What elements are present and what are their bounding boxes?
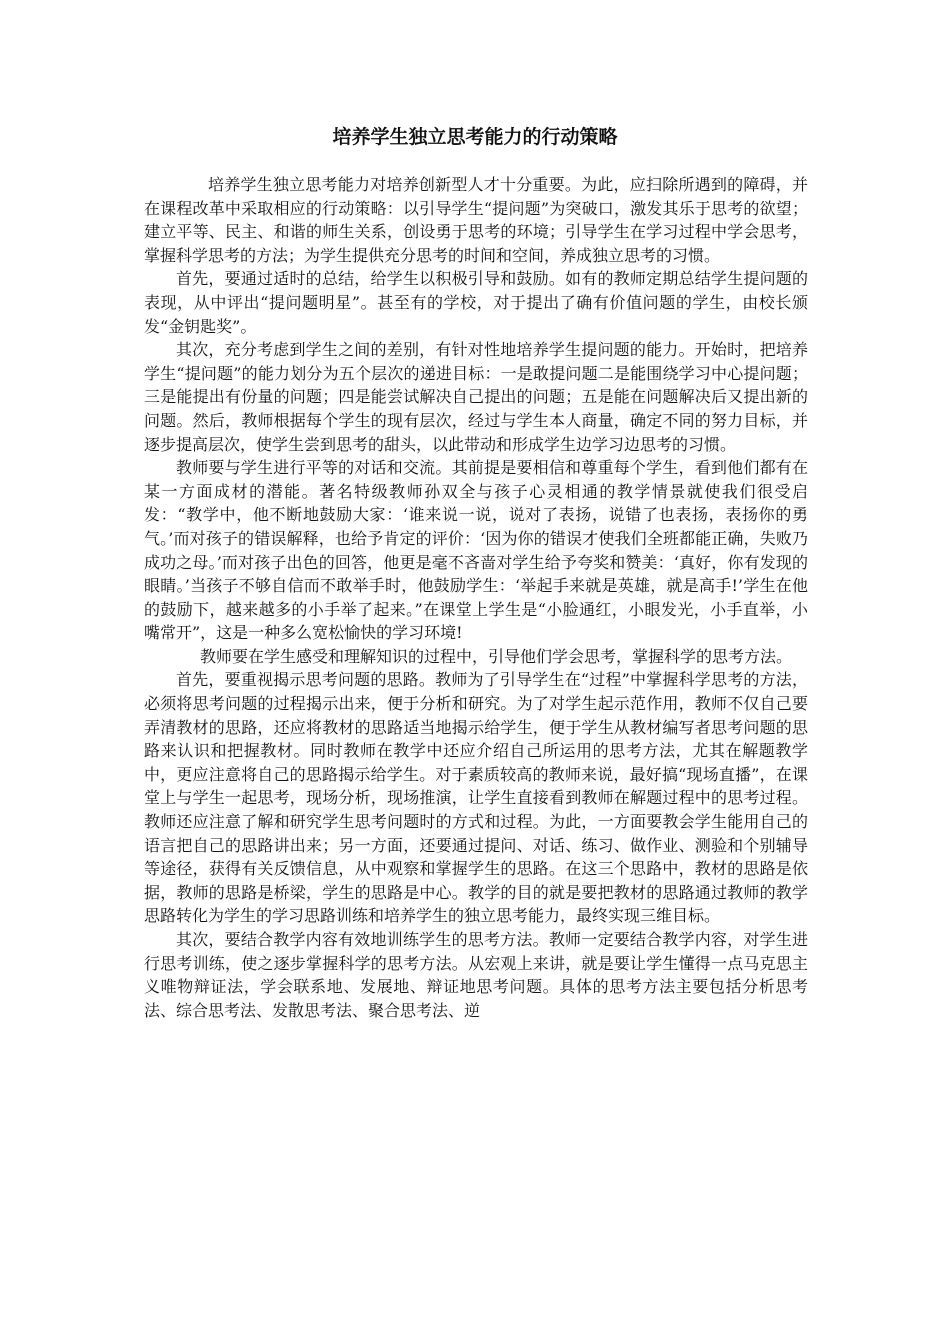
paragraph-dialogue: 教师要与学生进行平等的对话和交流。其前提是要相信和尊重每个学生，看到他们都有在某一方面成材的潜能。著名特级教师孙双全与孩子心灵相通的教学情景就使我们很受启发：“教学中，他不断地鼓励大家：‘谁来说一说，说对了表扬，说错了也表扬，表扬你的勇气。’而对孩子的错误解释，也给予肯定的评价：‘因为你的错误才使我们全班都能正确，失败乃成功之母。’而对孩子出色的回答，他更是毫不吝啬对学生给予夸奖和赞美：‘真好，你有发现的眼睛。’当孩子不够自信而不敢举手时，他鼓励学生：‘举起手来就是英雄，就是高手!’学生在他的鼓励下，越来越多的小手举了起来。”在课堂上学生是“小脸通红，小眼发光，小手直举，小嘴常开”，这是一种多么宽松愉快的学习环境!	[144, 458, 808, 643]
paragraph-training-methods: 其次，要结合教学内容有效地训练学生的思考方法。教师一定要结合教学内容，对学生进行思考训练，使之逐步掌握科学的思考方法。从宏观上来讲，就是要让学生懂得一点马克思主义唯物辩证法，学会联系地、发展地、辩证地思考问题。具体的思考方法主要包括分析思考法、综合思考法、发散思考法、聚合思考法、逆	[144, 930, 808, 1020]
document-title: 培养学生独立思考能力的行动策略	[332, 126, 618, 148]
paragraph-summary-encouragement: 首先，要通过适时的总结，给学生以积极引导和鼓励。如有的教师定期总结学生提问题的表现，从中评出“提问题明星”。甚至有的学校，对于提出了确有价值问题的学生，由校长颁发“金钥匙奖”。	[144, 269, 808, 336]
paragraph-thinking-process: 首先，要重视揭示思考问题的思路。教师为了引导学生在“过程”中掌握科学思考的方法，必须将思考问题的过程揭示出来，便于分析和研究。为了对学生起示范作用，教师不仅自己要弄清教材的思路，还应将教材的思路适当地揭示给学生，便于学生从教材编写者思考问题的思路来认识和把握教材。同时教师在教学中还应介绍自己所运用的思考方法，尤其在解题教学中，更应注意将自己的思路揭示给学生。对于素质较高的教师来说，最好搞“现场直播”，在课堂上与学生一起思考，现场分析，现场推演，让学生直接看到教师在解题过程中的思考过程。教师还应注意了解和研究学生思考问题时的方式和过程。为此，一方面要教会学生能用自己的语言把自己的思路讲出来；另一方面，还要通过提问、对话、练习、做作业、测验和个别辅导等途径，获得有关反馈信息，从中观察和掌握学生的思路。在这三个思路中，教材的思路是依据，教师的思路是桥梁，学生的思路是中心。教学的目的就是要把教材的思路通过教师的教学思路转化为学生的学习思路训练和培养学生的独立思考能力，最终实现三维目标。	[144, 670, 808, 926]
paragraph-thinking-methods: 教师要在学生感受和理解知识的过程中，引导他们学会思考，掌握科学的思考方法。	[200, 646, 793, 666]
paragraph-intro: 培养学生独立思考能力对培养创新型人才十分重要。为此，应扫除所遇到的障碍，并在课程改革中采取相应的行动策略：以引导学生“提问题”为突破口，激发其乐于思考的欲望；建立平等、民主、和谐的师生关系，创设勇于思考的环境；引导学生在学习过程中学会思考，掌握科学思考的方法；为学生提供充分思考的时间和空间，养成独立思考的习惯。	[144, 175, 808, 265]
document-body	[144, 173, 808, 1022]
paragraph-differences: 其次，充分考虑到学生之间的差别，有针对性地培养学生提问题的能力。开始时，把培养学生“提问题”的能力划分为五个层次的递进目标：一是敢提问题二是能围绕学习中心提问题；三是能提出有份量的问题；四是能尝试解决自己提出的问题；五是能在问题解决后又提出新的问题。然后，教师根据每个学生的现有层次，经过与学生本人商量，确定不同的努力目标，并逐步提高层次，使学生尝到思考的甜头，以此带动和形成学生边学习边思考的习惯。	[144, 340, 808, 454]
